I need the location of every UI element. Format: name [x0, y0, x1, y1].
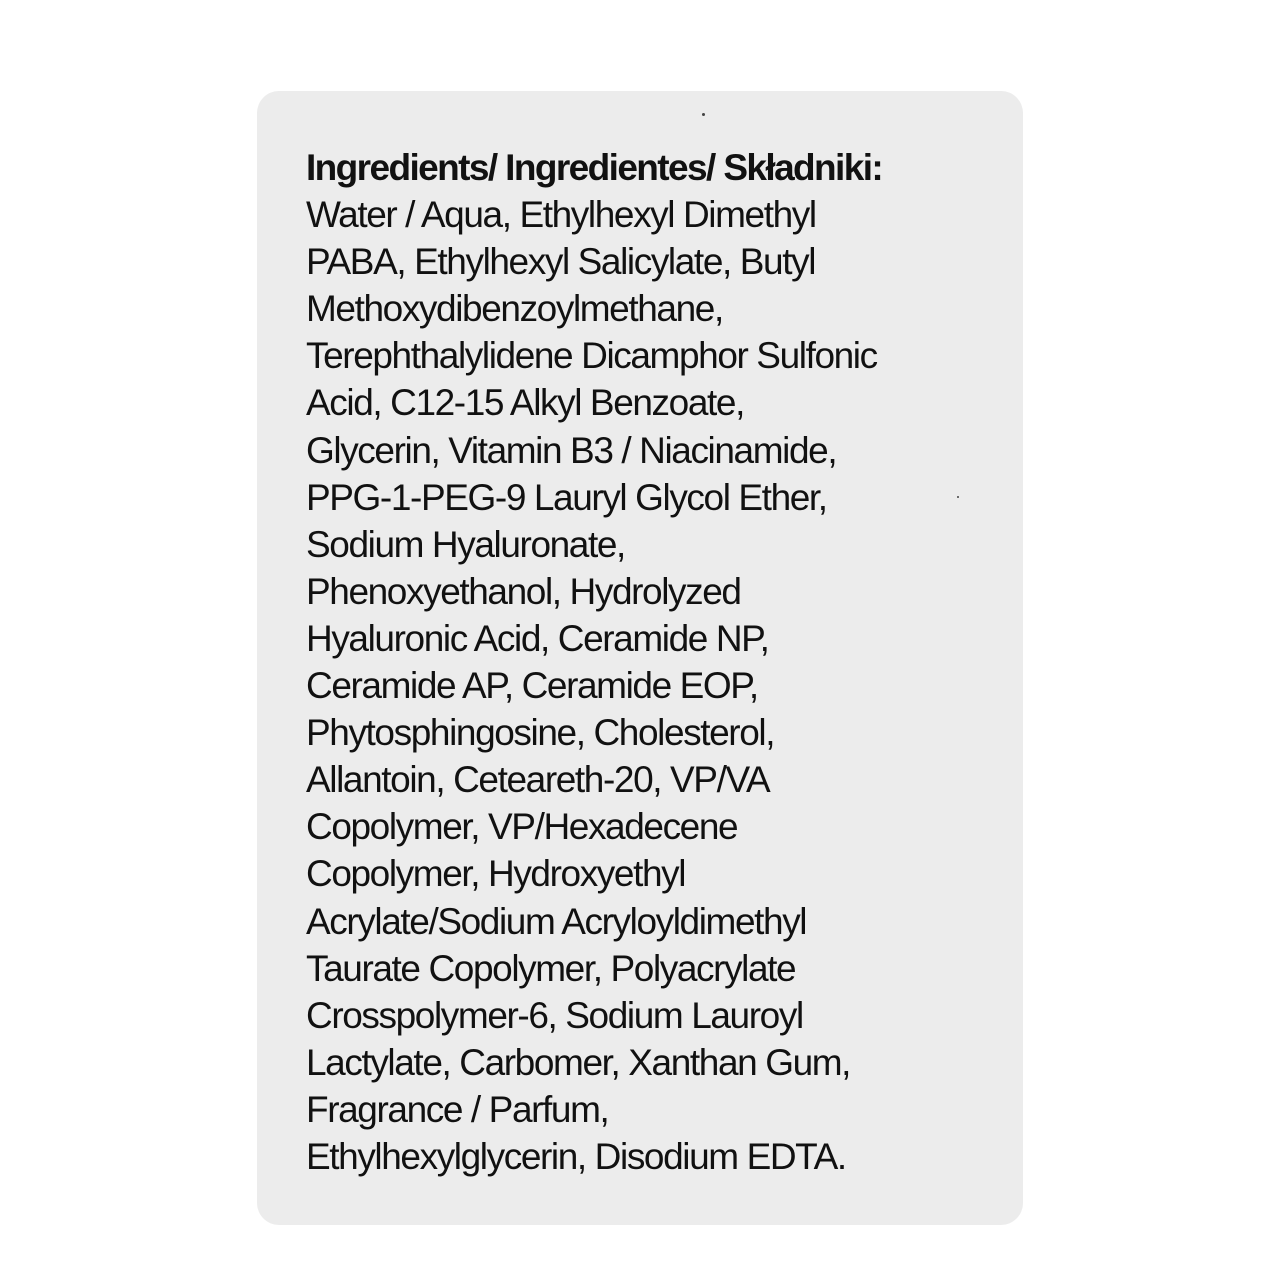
print-speck: [702, 113, 705, 116]
ingredients-heading: Ingredients/ Ingredientes/ Składniki:: [306, 147, 883, 188]
ingredient-line: Glycerin, Vitamin B3 / Niacinamide,: [306, 429, 837, 471]
ingredient-line: Lactylate, Carbomer, Xanthan Gum,: [306, 1041, 851, 1083]
ingredient-line: Terephthalylidene Dicamphor Sulfonic: [306, 335, 877, 377]
ingredient-line: Water / Aqua, Ethylhexyl Dimethyl: [306, 194, 816, 236]
ingredient-line: Crosspolymer-6, Sodium Lauroyl: [306, 994, 803, 1036]
ingredient-line: PPG-1-PEG-9 Lauryl Glycol Ether,: [306, 476, 827, 518]
ingredient-line: PABA, Ethylhexyl Salicylate, Butyl: [306, 241, 816, 283]
ingredient-line: Acid, C12-15 Alkyl Benzoate,: [306, 382, 744, 424]
ingredient-line: Ethylhexylglycerin, Disodium EDTA.: [306, 1135, 846, 1177]
ingredient-line: Ceramide AP, Ceramide EOP,: [306, 665, 758, 707]
ingredient-line: Acrylate/Sodium Acryloyldimethyl: [306, 900, 807, 942]
ingredient-line: Copolymer, Hydroxyethyl: [306, 853, 686, 895]
ingredient-line: Hyaluronic Acid, Ceramide NP,: [306, 617, 769, 659]
ingredient-line: Phenoxyethanol, Hydrolyzed: [306, 570, 741, 612]
ingredient-line: Phytosphingosine, Cholesterol,: [306, 712, 775, 754]
ingredients-text-block: [306, 144, 1006, 1180]
ingredient-line: Methoxydibenzoylmethane,: [306, 288, 723, 330]
ingredient-line: Allantoin, Ceteareth-20, VP/VA: [306, 759, 770, 801]
ingredient-line: Sodium Hyaluronate,: [306, 523, 625, 565]
ingredient-line: Copolymer, VP/Hexadecene: [306, 806, 738, 848]
ingredient-line: Fragrance / Parfum,: [306, 1088, 609, 1130]
ingredient-line: Taurate Copolymer, Polyacrylate: [306, 947, 796, 989]
